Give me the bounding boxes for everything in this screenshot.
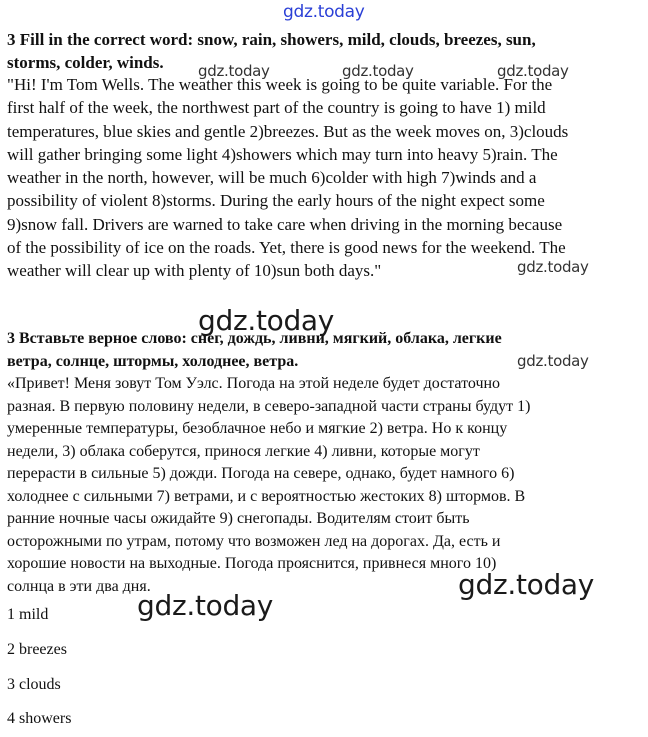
text-line: weather will clear up with plenty of 10)sun both days." [7,261,382,281]
text-line: will gather bringing some light 4)showers which may turn into heavy 5)rain. The [7,144,558,164]
text-line: холоднее с сильными 7) ветрами, и с вероятностью жестоких 8) штормов. В [7,487,526,505]
text-line: хорошие новости на выходные. Погода прояснится, привнеся много 10) [7,555,497,572]
answer-item: 4 showers [7,710,72,727]
exercise-heading-english [7,29,639,74]
answer-item: 2 breezes [7,641,67,658]
text-line: солнца в эти два дня. [7,577,151,595]
watermark: gdz.today [198,304,335,337]
text-line: недели, 3) облака соберутся, принося легкие 4) ливни, которые могут [7,442,480,460]
text-line: «Привет! Меня зовут Том Уэлс. Погода на этой неделе будет достаточно [7,375,501,392]
text-line: possibility of violent 8)storms. During the early hours of the night expect some [7,191,545,211]
watermark: gdz.today [137,589,274,622]
text-line: "Hi! I'm Tom Wells. The weather this week is going to be quite variable. For the [7,75,553,94]
heading-line: storms, colder, winds. [7,52,164,72]
exercise-text-english [7,73,641,283]
watermark: gdz.today [342,62,414,80]
exercise-heading-russian [7,328,639,373]
heading-line: 3 Fill in the correct word: snow, rain, showers, mild, clouds, breezes, sun, [7,30,536,49]
exercise-text-russian [7,373,641,598]
answer-item: 1 mild [7,606,49,623]
watermark: gdz.today [497,62,569,80]
text-line: ранние ночные часы ожидайте 9) снегопады. Водителям стоит быть [7,510,470,527]
text-line: of the possibility of ice on the roads. Yet, there is good news for the weekend. The [7,238,566,258]
text-line: перерасти в сильные 5) дожди. Погода на севере, однако, будет намного 6) [7,465,515,482]
watermark: gdz.today [517,258,589,276]
text-line: осторожными по утрам, потому что возможен лед на дорогах. Да, есть и [7,532,501,550]
text-line: умеренные температуры, безоблачное небо и мягкие 2) ветра. Но к концу [7,420,508,437]
text-line: first half of the week, the northwest part of the country is going to have 1) mild [7,98,546,118]
text-line: weather in the north, however, will be much 6)colder with high 7)winds and a [7,168,537,188]
text-line: 9)snow fall. Drivers are warned to take care when driving in the morning because [7,214,563,234]
watermark: gdz.today [198,62,270,80]
text-line: temperatures, blue skies and gentle 2)breezes. But as the week moves on, 3)clouds [7,121,569,141]
text-line: разная. В первую половину недели, в северо-западной части страны будут 1) [7,397,531,415]
heading-line: 3 Вставьте верное слово: снег, дождь, ливни, мягкий, облака, легкие [7,330,502,347]
answer-item: 3 clouds [7,676,61,693]
heading-line: ветра, солнце, штормы, холоднее, ветра. [7,352,299,370]
watermark: gdz.today [458,568,595,601]
watermark-top: gdz.today [283,2,365,22]
watermark: gdz.today [517,352,589,370]
